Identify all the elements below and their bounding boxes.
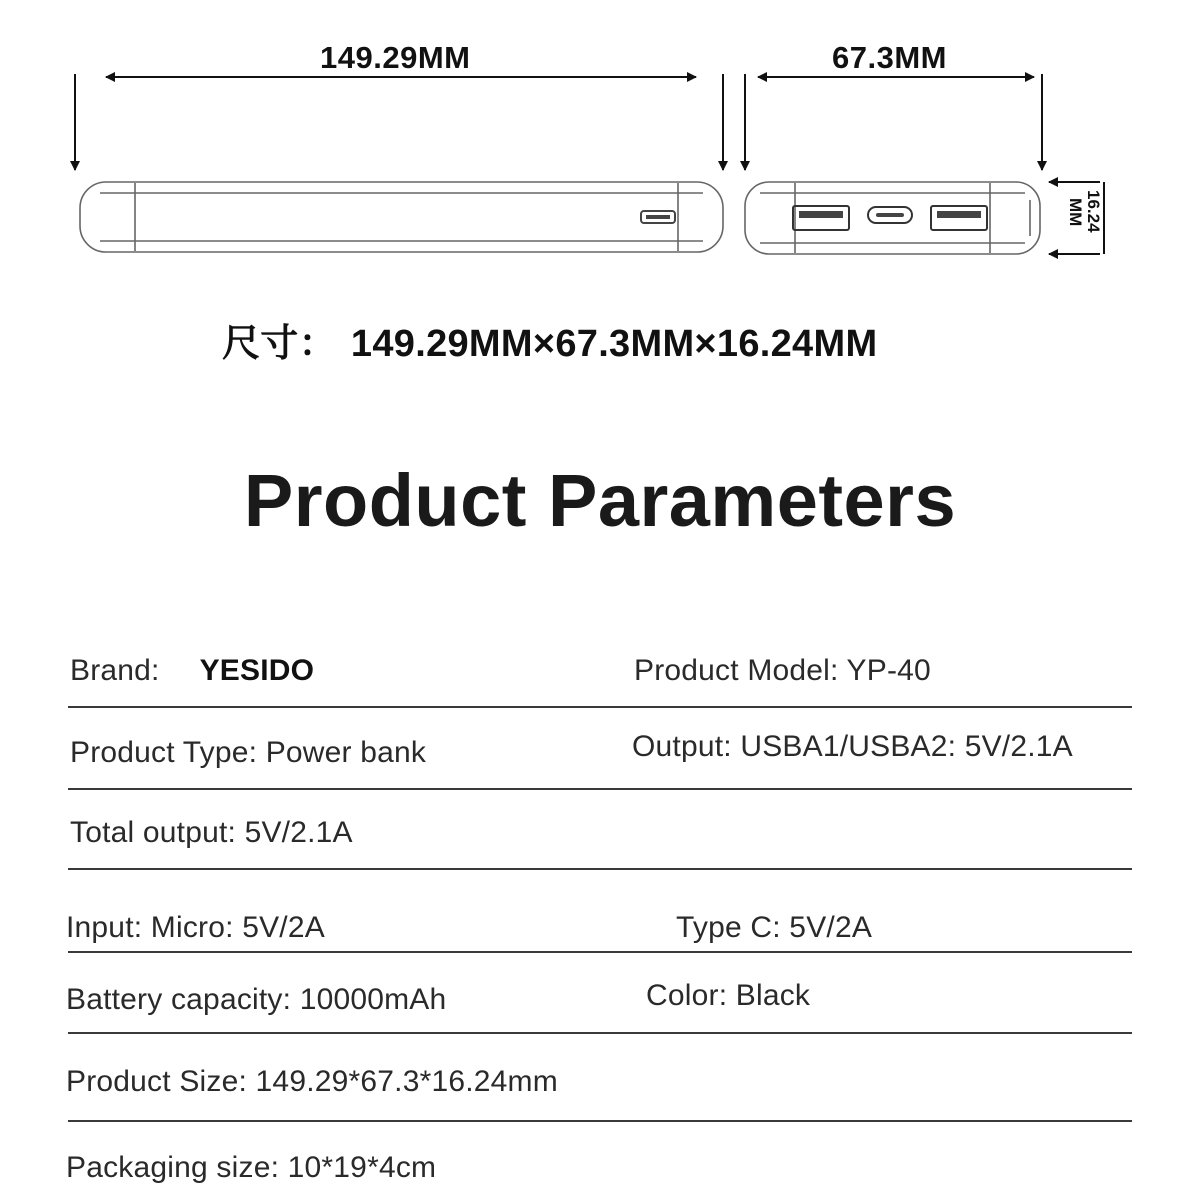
thickness-label bbox=[1085, 190, 1102, 233]
row-divider bbox=[68, 951, 1132, 953]
usb-c-port-icon bbox=[868, 207, 912, 223]
color-param: Color: Black bbox=[646, 979, 811, 1012]
page-title: Product Parameters bbox=[243, 459, 957, 542]
packaging-size-param: Packaging size: 10*19*4cm bbox=[66, 1151, 437, 1184]
end-view bbox=[745, 182, 1040, 254]
input-micro-param: Input: Micro: 5V/2A bbox=[66, 911, 325, 944]
usb-a-port-1-icon bbox=[793, 206, 849, 230]
size-summary bbox=[222, 312, 877, 367]
brand-label: Brand: bbox=[70, 654, 160, 687]
row-divider bbox=[68, 868, 1132, 870]
output-param: Output: USBA1/USBA2: 5V/2.1A bbox=[632, 730, 1073, 763]
type-param: Product Type: Power bank bbox=[70, 736, 427, 769]
micro-usb-port-icon bbox=[641, 211, 675, 223]
thickness-unit-text: MM bbox=[1066, 198, 1085, 227]
side-view bbox=[80, 182, 723, 252]
product-size-param: Product Size: 149.29*67.3*16.24mm bbox=[66, 1065, 558, 1098]
row-divider bbox=[68, 706, 1132, 708]
extension-arrows bbox=[75, 74, 1042, 170]
thickness-value: 16.24 bbox=[1084, 190, 1103, 233]
brand-param bbox=[70, 654, 314, 688]
row-divider bbox=[68, 788, 1132, 790]
thickness-unit bbox=[1067, 198, 1084, 226]
length-label: 149.29MM bbox=[320, 40, 471, 75]
size-value: 149.29MM×67.3MM×16.24MM bbox=[350, 323, 878, 365]
usb-a-port-2-icon bbox=[931, 206, 987, 230]
row-divider bbox=[68, 1032, 1132, 1034]
model-param: Product Model: YP-40 bbox=[634, 654, 931, 687]
brand-value: YESIDO bbox=[199, 654, 315, 687]
size-prefix: 尺寸： bbox=[222, 323, 337, 365]
input-typec-param: Type C: 5V/2A bbox=[676, 911, 873, 944]
row-divider bbox=[68, 1120, 1132, 1122]
width-label: 67.3MM bbox=[832, 40, 947, 75]
power-bank-line-drawing bbox=[0, 0, 1200, 300]
battery-param: Battery capacity: 10000mAh bbox=[66, 983, 447, 1016]
total-output-param: Total output: 5V/2.1A bbox=[70, 816, 353, 849]
